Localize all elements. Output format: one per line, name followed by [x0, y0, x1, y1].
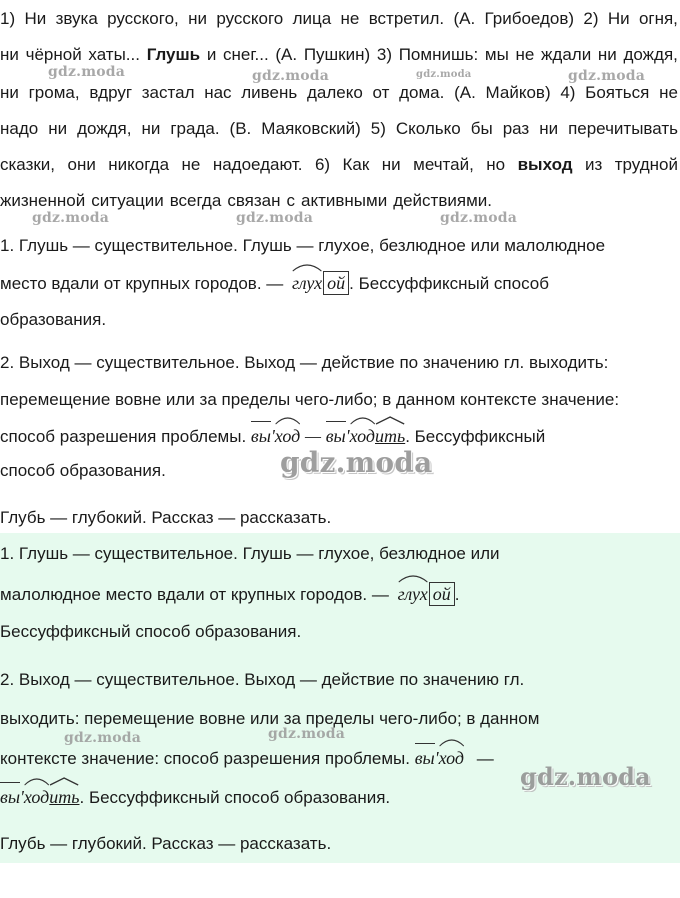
exercise-word: звука [55, 9, 98, 28]
exercise-word: не [181, 155, 201, 174]
exercise-word: застал [141, 83, 195, 102]
exercise-word: 5) [370, 119, 386, 138]
exercise-word: выход [517, 155, 573, 174]
morph-glukh-root: глух [292, 272, 322, 294]
watermark: gdz.moda [48, 64, 126, 80]
answer-b-p1-line2 [0, 582, 459, 606]
morph-vykhodit-suffix: ить [375, 425, 405, 447]
exercise-word: нас [204, 83, 232, 102]
exercise-word: бы [470, 119, 493, 138]
morph-vykhod-prefix-b: вы [415, 747, 435, 769]
exercise-word: жизненной [0, 191, 86, 210]
exercise-word: от [372, 83, 390, 102]
exercise-word: Маяковский) [261, 119, 361, 138]
exercise-word: ни [0, 83, 19, 102]
exercise-word: (А. [275, 45, 298, 64]
answer-a-p1-line2 [0, 271, 549, 295]
exercise-word: 3) [376, 45, 392, 64]
exercise-word: Бояться [585, 83, 650, 102]
exercise-word: Ни [607, 9, 630, 28]
answer-a-p2-line3-text: способ разрешения проблемы. [0, 427, 247, 446]
exercise-word: русского [216, 9, 284, 28]
answer-b-p2-line2: выходить: перемещение вовне или за пределы чего-либо; в данном [0, 709, 540, 728]
exercise-word: Сколько [395, 119, 461, 138]
exercise-word: далеко [306, 83, 363, 102]
exercise-word: ни [597, 45, 617, 64]
answer-a-p2-line3 [0, 425, 545, 448]
exercise-word: 4) [560, 83, 576, 102]
morph-vykhod-prefix: вы [251, 425, 271, 447]
exercise-word: грома, [28, 83, 80, 102]
answer-a-p1-line1: 1. Глушь — существительное. Глушь — глухое, безлюдное или малолюдное [0, 236, 606, 255]
watermark: gdz.moda [280, 446, 433, 479]
answer-a-p2-line4: способ образования. [0, 461, 166, 480]
exercise-word: встретил. [368, 9, 445, 28]
exercise-word: лица [292, 9, 332, 28]
exercise-word: ни [381, 155, 401, 174]
morph-stress-b2: ' [20, 787, 24, 807]
exercise-word: града. [170, 119, 220, 138]
answer-b-p1-line1: 1. Глушь — существительное. Глушь — глухое, безлюдное или [0, 544, 500, 563]
exercise-line [0, 82, 678, 104]
exercise-word: 6) [314, 155, 331, 174]
exercise-word: и [206, 45, 217, 64]
morph-dash-b: — [476, 749, 494, 768]
exercise-word: ситуации [91, 191, 164, 210]
exercise-word: ни [141, 119, 161, 138]
watermark: gdz.moda [416, 69, 472, 80]
exercise-word: раз [502, 119, 530, 138]
exercise-word: связан [227, 191, 281, 210]
answer-a-p3: Глубь — глубокий. Рассказ — рассказать. [0, 508, 332, 527]
answer-b-p2-line3-text: контексте значение: способ разрешения проблемы. [0, 749, 410, 768]
exercise-word: но [486, 155, 506, 174]
answer-b-p3: Глубь — глубокий. Рассказ — рассказать. [0, 834, 332, 853]
answer-b-p1-line3: Бессуффиксный способ образования. [0, 622, 302, 641]
answer-a-p1-line2-tail: . Бессуффиксный способ [349, 274, 549, 293]
exercise-word: надо [0, 119, 39, 138]
morph-glukh-ending-b: ой [429, 582, 455, 606]
morph-vykhod-root-b: ход [439, 747, 464, 769]
exercise-word: 1) [0, 9, 16, 28]
morph-stress-2: ' [345, 426, 350, 446]
exercise-word: не [340, 9, 360, 28]
morph-stress-b: ' [434, 748, 439, 768]
exercise-word: мечтай, [413, 155, 474, 174]
exercise-word: с [286, 191, 295, 210]
answer-b-p2-line4-tail: . Бессуффиксный способ образования. [79, 788, 391, 807]
exercise-word: Как [342, 155, 370, 174]
exercise-word: мы [484, 45, 509, 64]
answer-b-p2-line4 [0, 786, 390, 809]
answer-a-p1-line3: образования. [0, 310, 107, 329]
exercise-word: Глушь [146, 45, 201, 64]
exercise-word: ждали [541, 45, 592, 64]
exercise-word: Майков) [485, 83, 551, 102]
morph-vykhodit-root: ход [350, 425, 375, 447]
morph-vykhodit-suffix-b: ить [49, 786, 79, 808]
answer-b-p1-line2-text: малолюдное место вдали от крупных городов. — [0, 585, 389, 604]
watermark: gdz.moda [520, 762, 651, 791]
morph-vykhodit-prefix: вы [326, 425, 346, 447]
exercise-word: хаты... [88, 45, 140, 64]
answer-b-p2-line1: 2. Выход — существительное. Выход — действие по значению гл. [0, 670, 525, 689]
morph-vykhodit-prefix-b: вы [0, 786, 20, 808]
morph-vykhodit-root-b: ход [24, 786, 49, 808]
morph-dash: — [304, 426, 321, 446]
answer-a-p2-line3-tail: . Бессуффиксный [405, 427, 546, 446]
exercise-word: активными [301, 191, 388, 210]
exercise-word: из [585, 155, 603, 174]
exercise-word: дома. [399, 83, 445, 102]
watermark: gdz.moda [568, 68, 646, 84]
exercise-word: (А. [453, 9, 476, 28]
morph-glukh-ending: ой [323, 271, 349, 295]
exercise-line [0, 8, 678, 30]
exercise-word: русского, [107, 9, 179, 28]
morph-stress: ' [270, 426, 275, 446]
exercise-word: (В. [229, 119, 252, 138]
watermark: gdz.moda [32, 210, 110, 226]
exercise-word: Ни [24, 9, 47, 28]
morph-glukh-root-b: глух [398, 583, 428, 605]
exercise-word: перечитывать [568, 119, 678, 138]
exercise-word: ливень [241, 83, 298, 102]
exercise-word: трудной [614, 155, 678, 174]
exercise-word: чёрной [25, 45, 82, 64]
exercise-word: ни [539, 119, 559, 138]
watermark: gdz.moda [236, 210, 314, 226]
exercise-word: ни [0, 45, 19, 64]
exercise-word: 2) [583, 9, 599, 28]
watermark: gdz.moda [440, 210, 518, 226]
period-b: . [454, 585, 460, 604]
exercise-word: никогда [108, 155, 170, 174]
exercise-word: вдруг [89, 83, 133, 102]
exercise-line [0, 118, 678, 140]
exercise-word: всегда [169, 191, 222, 210]
exercise-word: огня, [638, 9, 678, 28]
exercise-word: действиями. [393, 191, 492, 210]
exercise-word: они [67, 155, 96, 174]
exercise-word: сказки, [0, 155, 56, 174]
exercise-word: снег... [223, 45, 269, 64]
exercise-line [0, 190, 492, 212]
exercise-word: ни [48, 119, 68, 138]
exercise-word: надоедают. [212, 155, 303, 174]
exercise-word: (А. [454, 83, 476, 102]
answer-a-p2-line2: перемещение вовне или за пределы чего-либо; в данном контексте значение: [0, 390, 620, 409]
exercise-word: ни [188, 9, 207, 28]
watermark: gdz.moda [64, 730, 142, 746]
exercise-line [0, 44, 678, 66]
exercise-word: дождя, [77, 119, 132, 138]
morph-vykhod-root: ход [275, 425, 300, 447]
exercise-word: дождя, [623, 45, 678, 64]
exercise-word: не [515, 45, 535, 64]
exercise-word: Помнишь: [398, 45, 479, 64]
watermark: gdz.moda [268, 726, 346, 742]
exercise-line [0, 154, 678, 176]
answer-a-p1-line2-text: место вдали от крупных городов. — [0, 274, 284, 293]
watermark: gdz.moda [252, 68, 330, 84]
answer-a-p2-line1: 2. Выход — существительное. Выход — действие по значению гл. выходить: [0, 353, 609, 372]
answer-b-p2-line3 [0, 747, 494, 770]
exercise-word: не [659, 83, 678, 102]
exercise-word: Пушкин) [303, 45, 371, 64]
exercise-word: Грибоедов) [484, 9, 575, 28]
